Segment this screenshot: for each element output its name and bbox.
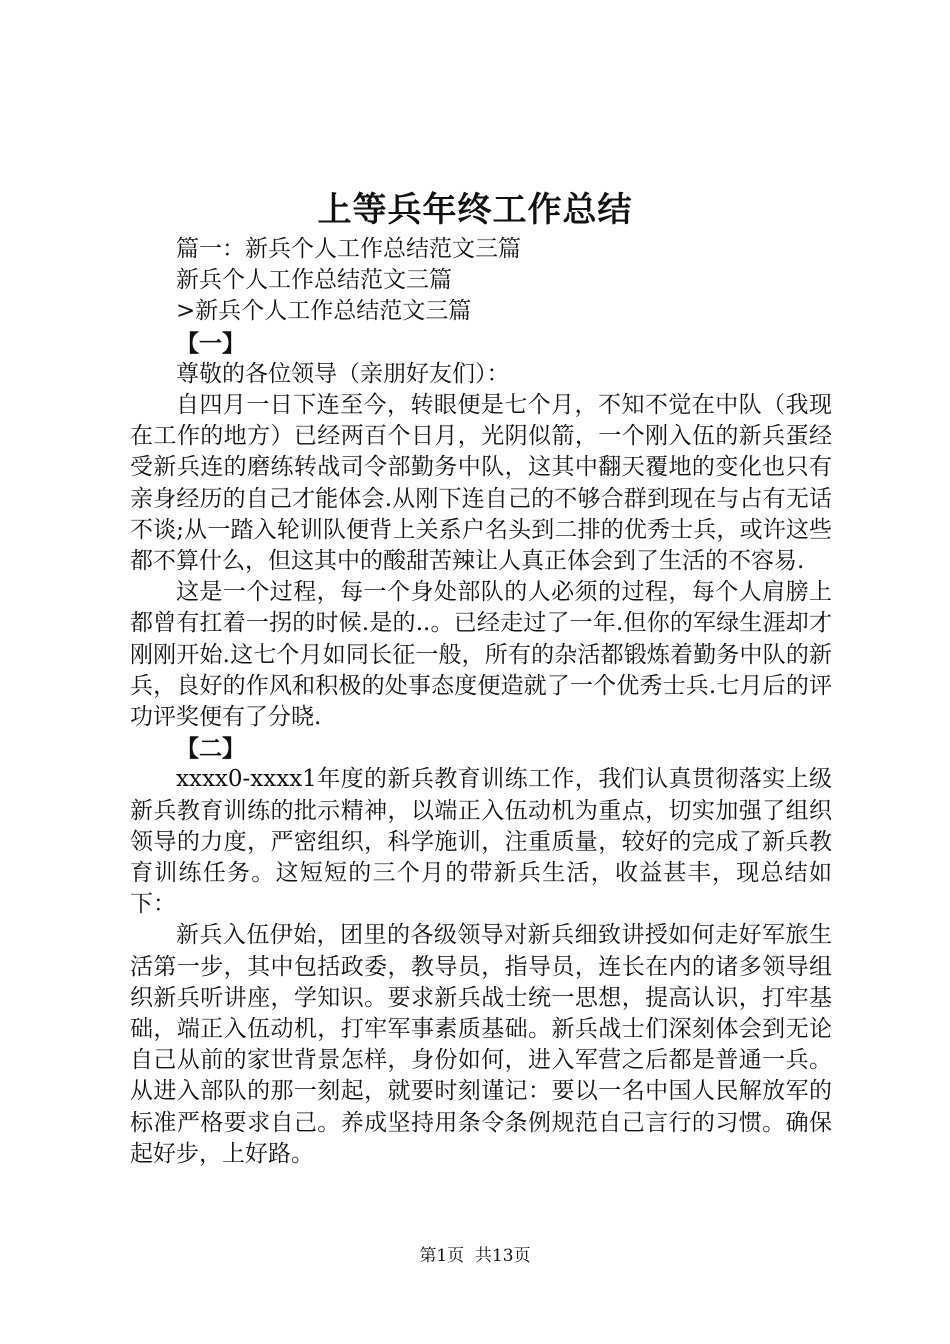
paragraph: 自四月一日下连至今，转眼便是七个月，不知不觉在中队（我现在工作的地方）已经两百个日月，光阴似箭，一个刚入伍的新兵蛋经受新兵连的磨练转战司令部勤务中队，这其中翻天覆地的变化也只有亲身经历的自己才能体会.从刚下连自己的不够合群到现在与占有无话不谈;从一踏入轮训队便背上关系户名头到二排的优秀士兵，或许这些都不算什么，但这其中的酸甜苦辣让人真正体会到了生活的不容易.	[130, 391, 832, 574]
document-title: 上等兵年终工作总结	[317, 190, 633, 230]
heading-part-one: 篇一：新兵个人工作总结范文三篇	[176, 236, 521, 262]
document-body	[130, 234, 832, 1170]
paragraph: 新兵入伍伊始，团里的各级领导对新兵细致讲授如何走好军旅生活第一步，其中包括政委，教导员，指导员，连长在内的诸多领导组织新兵听讲座，学知识。要求新兵战士统一思想，提高认识，打牢基础，端正入伍动机，打牢军事素质基础。新兵战士们深刻体会到无论自己从前的家世背景怎样，身份如何，进入军营之后都是普通一兵。从进入部队的那一刻起，就要时刻谨记：要以一名中国人民解放军的标准严格要求自己。养成坚持用条令条例规范自己言行的习惯。确保起好步，上好路。	[130, 922, 832, 1167]
salutation: 尊敬的各位领导（亲朋好友们）：	[176, 360, 510, 387]
page-number: 第1页 共13页	[419, 1246, 531, 1266]
subheading-line-arrow: >新兵个人工作总结范文三篇	[176, 298, 472, 325]
page-footer	[0, 1244, 950, 1268]
section-marker-one: 【一】	[176, 329, 245, 357]
section-marker-two: 【二】	[176, 735, 245, 763]
paragraph: 这是一个过程，每一个身处部队的人必须的过程，每个人肩膀上都曾有扛着一拐的时候.是的..。已经走过了一年.但你的军绿生涯却才刚刚开始.这七个月如同长征一般，所有的杂活都锻炼着勤务中队的新兵，良好的作风和积极的处事态度便造就了一个优秀士兵.七月后的评功评奖便有了分晓.	[130, 579, 832, 730]
paragraph: xxxx0-xxxx1年度的新兵教育训练工作，我们认真贯彻落实上级新兵教育训练的批示精神，以端正入伍动机为重点，切实加强了组织领导的力度，严密组织，科学施训，注重质量，较好的完成了新兵教育训练任务。这短短的三个月的带新兵生活，收益甚丰，现总结如下：	[130, 766, 832, 918]
subheading-line: 新兵个人工作总结范文三篇	[176, 267, 452, 294]
